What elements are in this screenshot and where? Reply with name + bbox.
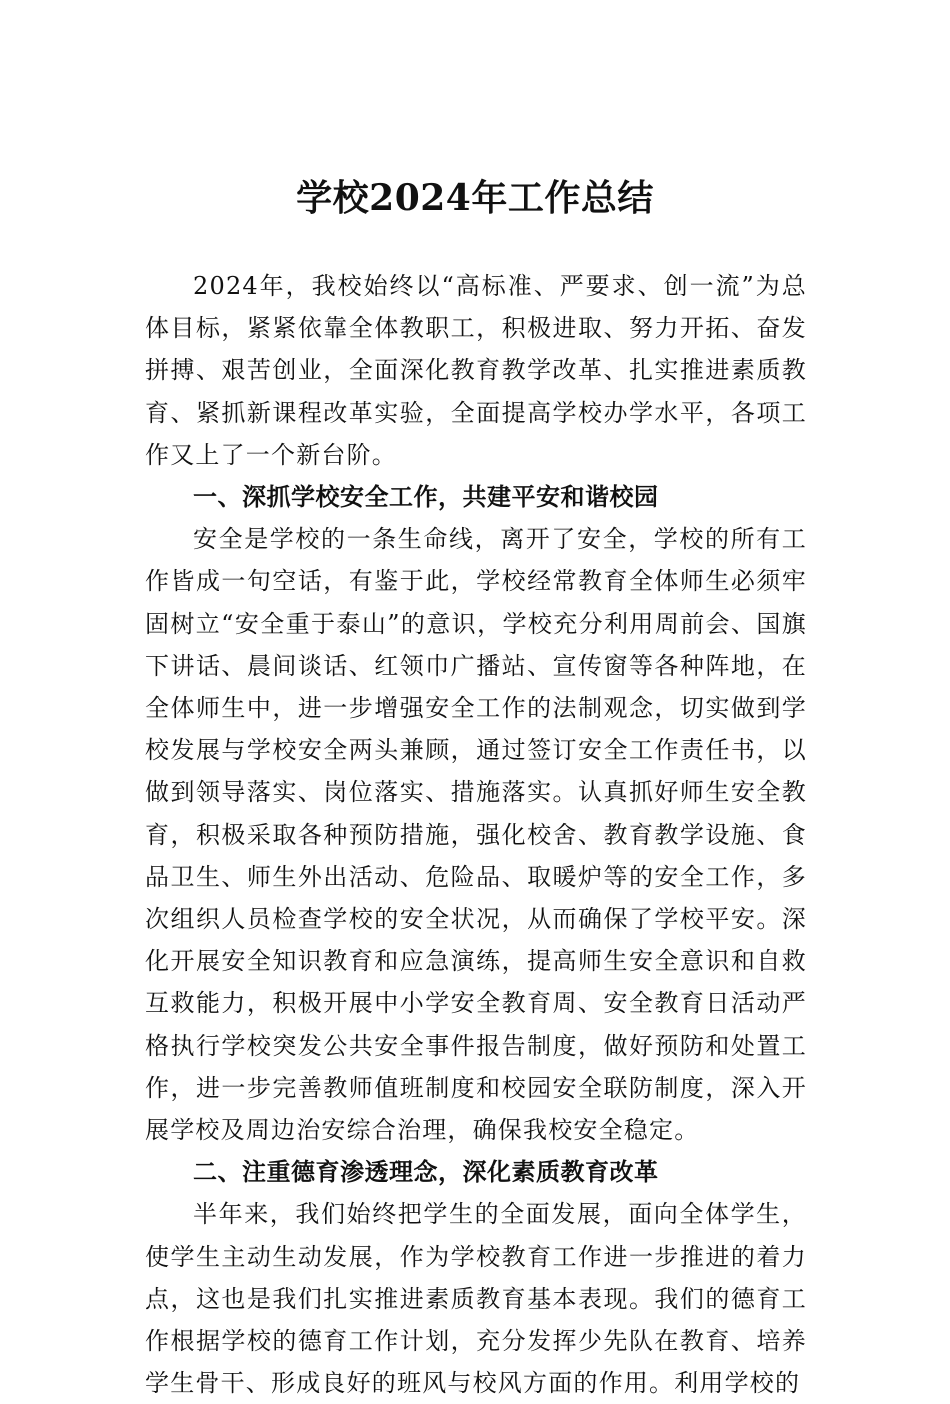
section-heading-2: 二、注重德育渗透理念，深化素质教育改革 (193, 1158, 659, 1187)
intro-paragraph: 2024年，我校始终以“高标准、严要求、创一流”为总体目标，紧紧依靠全体教职工，积极进取、努力开拓、奋发拼搏、艰苦创业，全面深化教育教学改革、扎实推进素质教育、紧抓新课程改革实验，全面提高学校办学水平，各项工作又上了一个新台阶。 (145, 272, 807, 469)
document-title: 学校2024年工作总结 (296, 177, 654, 219)
document-body (145, 265, 807, 1404)
section-heading-1: 一、深抓学校安全工作，共建平安和谐校园 (193, 483, 659, 512)
section-paragraph-1: 安全是学校的一条生命线，离开了安全，学校的所有工作皆成一句空话，有鉴于此，学校经常教育全体师生必须牢固树立“安全重于泰山”的意识，学校充分利用周前会、国旗下讲话、晨间谈话、红领巾广播站、宣传窗等各种阵地，在全体师生中，进一步增强安全工作的法制观念，切实做到学校发展与学校安全两头兼顾，通过签订安全工作责任书，以做到领导落实、岗位落实、措施落实。认真抓好师生安全教育，积极采取各种预防措施，强化校舍、教育教学设施、食品卫生、师生外出活动、危险品、取暖炉等的安全工作，多次组织人员检查学校的安全状况，从而确保了学校平安。深化开展安全知识教育和应急演练，提高师生安全意识和自救互救能力，积极开展中小学安全教育周、安全教育日活动严格执行学校突发公共安全事件报告制度，做好预防和处置工作，进一步完善教师值班制度和校园安全联防制度，深入开展学校及周边治安综合治理，确保我校安全稳定。 (145, 525, 807, 1145)
section-paragraph-2: 半年来，我们始终把学生的全面发展，面向全体学生，使学生主动生动发展，作为学校教育工作进一步推进的着力点，这也是我们扎实推进素质教育基本表现。我们的德育工作根据学校的德育工作计划，充分发挥少先队在教育、培养学生骨干、形成良好的班风与校风方面的作用。利用学校的 (145, 1200, 807, 1398)
